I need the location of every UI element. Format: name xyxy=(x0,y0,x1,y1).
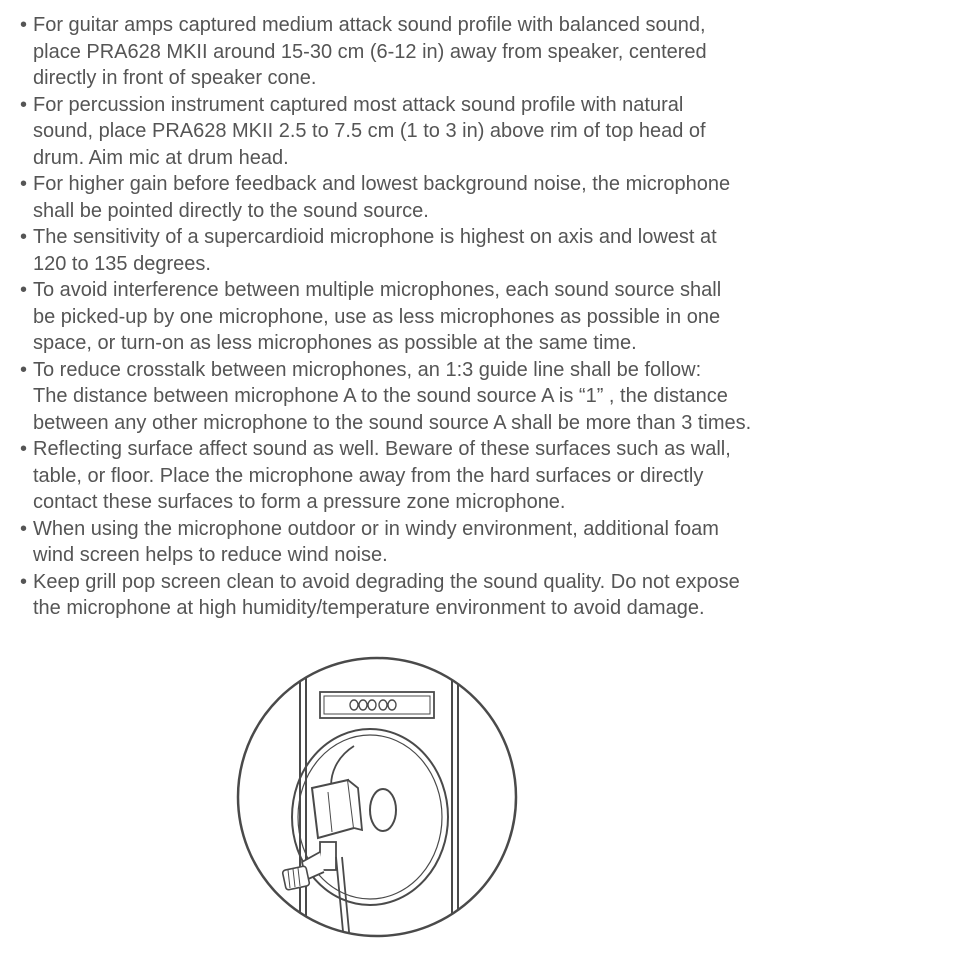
usage-tips-list xyxy=(20,12,950,622)
list-item-text: To reduce crosstalk between microphones, an 1:3 guide line shall be follow: The distance between microphone A to the sound source A is “1” , the distance between any other microphone to the sound source A shall be more than 3 times. xyxy=(33,358,752,434)
list-item xyxy=(20,171,950,224)
amp-knobs xyxy=(350,700,396,710)
bullet-mark: • xyxy=(20,93,28,116)
bullet-mark: • xyxy=(20,279,28,301)
list-item xyxy=(20,569,950,622)
list-item-text: When using the microphone outdoor or in windy environment, additional foam wind screen helps to reduce wind noise. xyxy=(33,517,719,566)
list-item-text: For guitar amps captured medium attack sound profile with balanced sound, place PRA628 MKII around 15-30 cm (6-12 in) away from speaker, centered directly in front of speaker cone. xyxy=(33,14,707,89)
list-item-text: To avoid interference between multiple microphones, each sound source shall be picked-up by one microphone, use as less microphones as possible in one space, or turn-on as less microphones as possible at the same time. xyxy=(33,279,722,354)
bullet-mark: • xyxy=(20,570,28,593)
instruction-page xyxy=(20,12,950,622)
list-item-text: For percussion instrument captured most attack sound profile with natural sound, place PRA628 MKII 2.5 to 7.5 cm (1 to 3 in) above rim of top head of drum. Aim mic at drum head. xyxy=(33,93,706,169)
bullet-mark: • xyxy=(20,358,28,381)
list-item-text: Keep grill pop screen clean to avoid degrading the sound quality. Do not expose the microphone at high humidity/temperature environment to avoid damage. xyxy=(33,570,740,619)
list-item-text: The sensitivity of a supercardioid microphone is highest on axis and lowest at 120 to 135 degrees. xyxy=(33,226,717,275)
microphone-connector xyxy=(282,866,310,891)
guitar-amp-mic-placement-icon xyxy=(232,652,522,942)
list-item xyxy=(20,436,950,516)
list-item xyxy=(20,357,950,437)
bullet-mark: • xyxy=(20,173,28,195)
list-item xyxy=(20,92,950,172)
bullet-mark: • xyxy=(20,438,28,460)
list-item-text: Reflecting surface affect sound as well. Beware of these surfaces such as wall, table, or floor. Place the microphone away from the hard surfaces or directly contact these surfaces to form a pressure zone microphone. xyxy=(33,438,731,513)
speaker-dust-cap xyxy=(370,789,396,831)
bullet-mark: • xyxy=(20,517,28,540)
list-item xyxy=(20,224,950,277)
list-item xyxy=(20,277,950,357)
bullet-mark: • xyxy=(20,14,28,36)
bullet-mark: • xyxy=(20,226,28,248)
list-item xyxy=(20,516,950,569)
illustration-frame xyxy=(238,658,516,936)
list-item xyxy=(20,12,950,92)
list-item-text: For higher gain before feedback and lowest background noise, the microphone shall be pointed directly to the sound source. xyxy=(33,173,731,222)
microphone-body xyxy=(312,780,354,838)
